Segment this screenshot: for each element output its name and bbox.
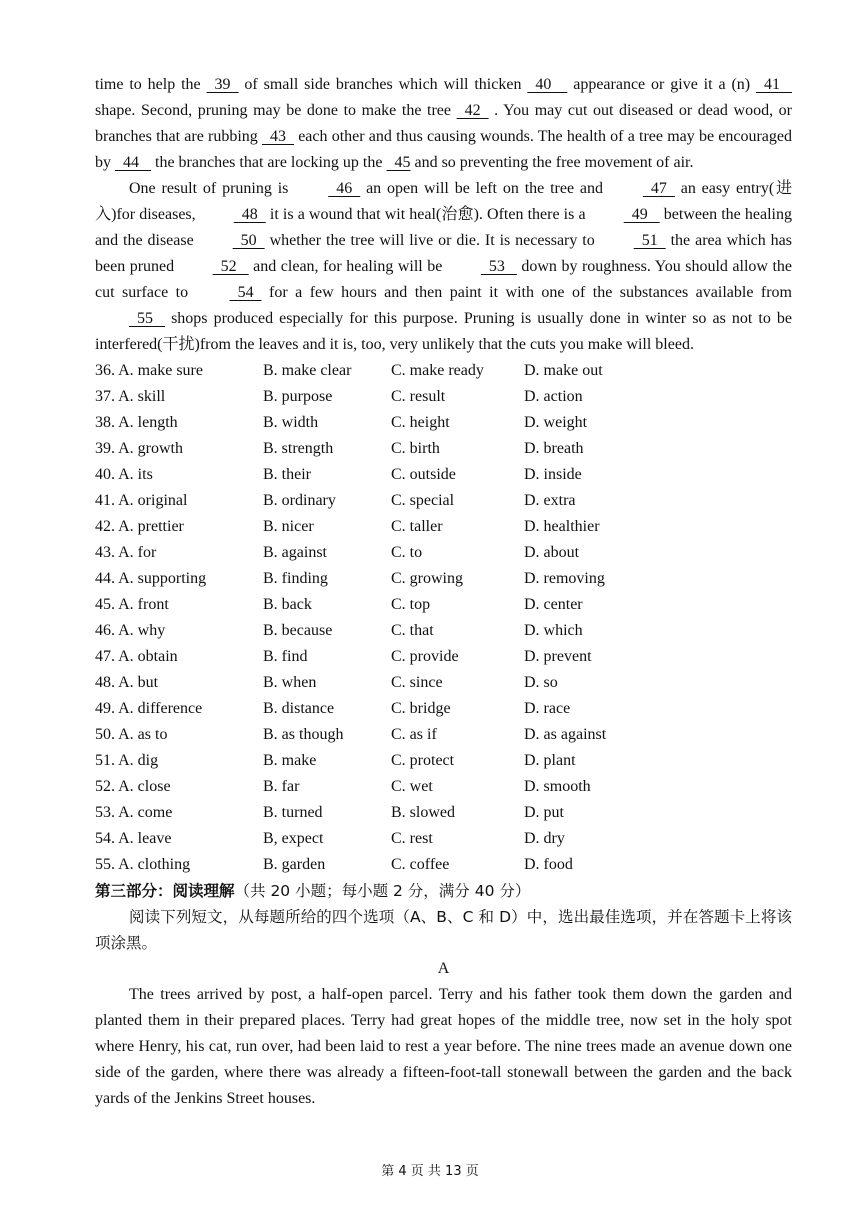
blank-44: 44	[115, 154, 151, 171]
option-b: B. make	[263, 752, 317, 769]
blank-43: 43	[262, 128, 294, 145]
option-b: B. finding	[263, 570, 328, 587]
option-row	[95, 852, 792, 878]
blank-49: 49	[623, 206, 660, 223]
option-d: D. make out	[524, 362, 603, 379]
option-d: D. food	[524, 856, 573, 873]
option-row	[95, 800, 792, 826]
option-c: C. protect	[391, 752, 455, 769]
option-a: 40. A. its	[95, 466, 153, 483]
option-b: B. make clear	[263, 362, 352, 379]
passage-a-text: The trees arrived by post, a half-open parcel. Terry and his father took them down the garden and planted them in their prepared places. Terry had great hopes of the middle tree, now set in the holy spot where Henry, his cat, run over, had been laid to rest a year before. The nine trees made an avenue down one side of the garden, where there was already a fifteen-foot-tall stonewall between the garden and the back yards of the Jenkins Street houses.	[95, 986, 792, 1107]
option-b: B. nicer	[263, 518, 314, 535]
option-row	[95, 696, 792, 722]
cloze-paragraph-1: time to help the 39 of small side branches which will thicken 40 appearance or give it a (n) 41 shape. Second, pruning may be done to make the tree 42 . You may cut out diseased or dead wood, or branches that are rubbing 43 each other and thus causing wounds. The health of a tree may be encouraged by 44 the branches that are locking up the 45 and so preventing the free movement of air.	[95, 72, 792, 176]
option-a: 36. A. make sure	[95, 362, 203, 379]
option-c: C. make ready	[391, 362, 484, 379]
blank-50: 50	[232, 232, 265, 249]
blank-48: 48	[233, 206, 266, 223]
option-c: B. slowed	[391, 804, 455, 821]
option-d: D. as against	[524, 726, 607, 743]
blank-41: 41	[756, 76, 792, 93]
option-a: 37. A. skill	[95, 388, 166, 405]
option-c: C. height	[391, 414, 450, 431]
option-a: 47. A. obtain	[95, 648, 178, 665]
cloze-options-list	[95, 358, 792, 878]
option-d: D. prevent	[524, 648, 592, 665]
blank-53: 53	[480, 258, 517, 275]
option-a: 41. A. original	[95, 492, 188, 509]
option-b: B. against	[263, 544, 327, 561]
option-b: B. back	[263, 596, 312, 613]
option-d: D. about	[524, 544, 580, 561]
option-a: 43. A. for	[95, 544, 157, 561]
option-d: D. breath	[524, 440, 584, 457]
option-d: D. race	[524, 700, 571, 717]
option-d: D. center	[524, 596, 583, 613]
option-b: B. strength	[263, 440, 334, 457]
option-a: 52. A. close	[95, 778, 171, 795]
option-a: 45. A. front	[95, 596, 169, 613]
option-d: D. dry	[524, 830, 565, 847]
option-row	[95, 410, 792, 436]
option-a: 51. A. dig	[95, 752, 159, 769]
option-d: D. smooth	[524, 778, 591, 795]
section-3-instructions: 阅读下列短文，从每题所给的四个选项（A、B、C 和 D）中，选出最佳选项，并在答题卡上将该项涂黑。	[95, 908, 792, 952]
option-row	[95, 384, 792, 410]
section-3-title: 第三部分：阅读理解	[95, 882, 235, 900]
option-b: B. far	[263, 778, 300, 795]
option-a: 38. A. length	[95, 414, 178, 431]
option-c: C. result	[391, 388, 446, 405]
option-row	[95, 826, 792, 852]
option-a: 48. A. but	[95, 674, 159, 691]
option-b: B. width	[263, 414, 319, 431]
option-d: D. action	[524, 388, 583, 405]
option-row	[95, 618, 792, 644]
option-b: B. their	[263, 466, 311, 483]
option-row	[95, 592, 792, 618]
option-b: B. garden	[263, 856, 326, 873]
option-a: 55. A. clothing	[95, 856, 191, 873]
option-d: D. put	[524, 804, 564, 821]
option-a: 53. A. come	[95, 804, 173, 821]
option-d: D. removing	[524, 570, 605, 587]
option-row	[95, 774, 792, 800]
option-b: B. as though	[263, 726, 344, 743]
option-row	[95, 748, 792, 774]
option-b: B. ordinary	[263, 492, 336, 509]
option-a: 46. A. why	[95, 622, 166, 639]
option-c: C. provide	[391, 648, 459, 665]
option-d: D. inside	[524, 466, 582, 483]
blank-46: 46	[328, 180, 361, 197]
option-b: B. because	[263, 622, 333, 639]
option-a: 50. A. as to	[95, 726, 168, 743]
option-d: D. weight	[524, 414, 588, 431]
option-d: D. extra	[524, 492, 576, 509]
option-d: D. plant	[524, 752, 576, 769]
option-d: D. which	[524, 622, 583, 639]
blank-45: 45	[386, 154, 411, 171]
option-b: B. distance	[263, 700, 335, 717]
option-d: D. healthier	[524, 518, 600, 535]
option-c: C. wet	[391, 778, 433, 795]
option-b: B. when	[263, 674, 317, 691]
option-a: 49. A. difference	[95, 700, 203, 717]
option-c: C. taller	[391, 518, 443, 535]
option-row	[95, 670, 792, 696]
option-c: C. to	[391, 544, 423, 561]
option-row	[95, 566, 792, 592]
cloze-paragraph-2: One result of pruning is 46 an open will be left on the tree and 47 an easy entry(进入)for diseases, 48 it is a wound that wit heal(治愈). Often there is a 49 between the healing and the disease 50 whether the tree will live or die. It is necessary to 51 the area which has been pruned 52 and clean, for healing will be 53 down by roughness. You should allow the cut surface to 54 for a few hours and then paint it with one of the substances available from 55 shops produced especially for this purpose. Pruning is usually done in winter so as not to be interfered(干扰)from the leaves and it is, too, very unlikely that the cuts you make will bleed.	[95, 176, 792, 358]
blank-52: 52	[212, 258, 249, 275]
option-d: D. so	[524, 674, 558, 691]
option-row	[95, 514, 792, 540]
option-b: B. find	[263, 648, 308, 665]
blank-39: 39	[206, 76, 239, 93]
section-3-heading	[95, 878, 792, 904]
page-footer: 第 4 页 共 13 页	[381, 1164, 479, 1179]
blank-47: 47	[642, 180, 675, 197]
option-c: C. rest	[391, 830, 433, 847]
option-row	[95, 488, 792, 514]
option-c: C. bridge	[391, 700, 451, 717]
passage-a-letter: A	[437, 960, 450, 977]
blank-42: 42	[456, 102, 489, 119]
option-row	[95, 722, 792, 748]
option-row	[95, 644, 792, 670]
option-c: C. outside	[391, 466, 456, 483]
option-a: 42. A. prettier	[95, 518, 184, 535]
option-a: 39. A. growth	[95, 440, 183, 457]
exam-page	[95, 72, 792, 1112]
option-a: 44. A. supporting	[95, 570, 207, 587]
option-c: C. top	[391, 596, 431, 613]
option-b: B. purpose	[263, 388, 333, 405]
blank-54: 54	[229, 284, 262, 301]
option-c: C. birth	[391, 440, 440, 457]
blank-40: 40	[527, 76, 568, 93]
option-row	[95, 358, 792, 384]
option-c: C. that	[391, 622, 434, 639]
option-row	[95, 540, 792, 566]
option-c: C. coffee	[391, 856, 450, 873]
option-b: B. turned	[263, 804, 323, 821]
option-row	[95, 462, 792, 488]
option-c: C. growing	[391, 570, 463, 587]
blank-55: 55	[129, 310, 165, 327]
blank-51: 51	[633, 232, 666, 249]
section-3-note: （共 20 小题；每小题 2 分，满分 40 分）	[234, 882, 531, 900]
option-row	[95, 436, 792, 462]
option-b: B, expect	[263, 830, 324, 847]
option-a: 54. A. leave	[95, 830, 172, 847]
option-c: C. special	[391, 492, 455, 509]
option-c: C. as if	[391, 726, 437, 743]
option-c: C. since	[391, 674, 443, 691]
